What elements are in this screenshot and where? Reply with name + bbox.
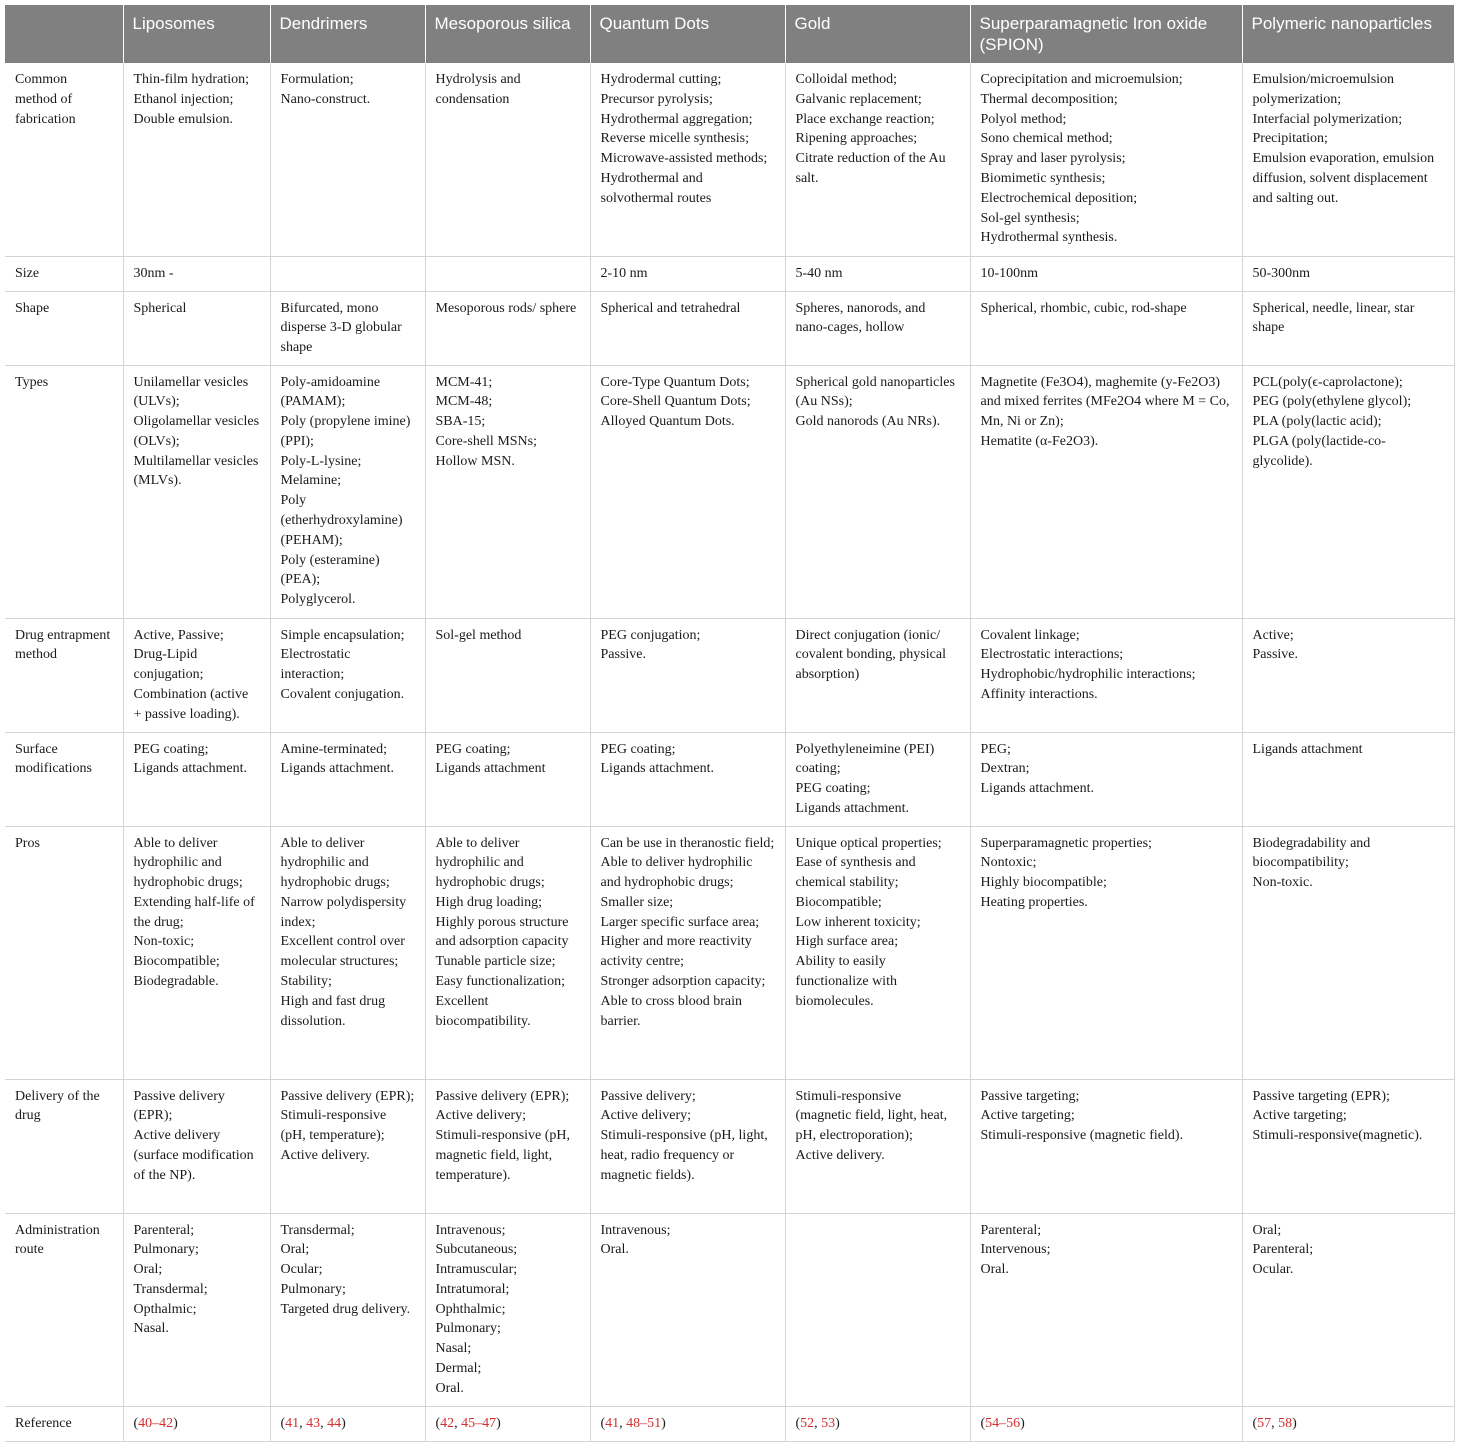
row-label-delivery-of-the-drug: Delivery of the drug: [5, 1079, 123, 1213]
cell-line: Higher and more reactivity activity centre;: [600, 934, 752, 970]
cell-line: Colloidal method;: [795, 72, 897, 87]
cell-line: High surface area;: [795, 934, 899, 950]
cell-line: Melamine;: [280, 473, 342, 489]
cell-line: Precipitation;: [1252, 131, 1328, 147]
cell-types-polymeric-nanoparticles: [1242, 365, 1454, 618]
cell-line: PEG conjugation;: [600, 627, 701, 643]
table-row: [5, 256, 1454, 291]
header-corner-cell: [5, 5, 123, 63]
cell-line: Spherical, rhombic, cubic, rod-shape: [980, 300, 1187, 316]
header-spion: Superparamagnetic Iron oxide (SPION): [970, 5, 1242, 63]
cell-line: 2-10 nm: [600, 265, 648, 281]
cell-line: Place exchange reaction;: [795, 111, 935, 127]
cell-line: Non-toxic;: [133, 934, 195, 950]
cell-delivery-of-the-drug-polymeric-nanoparticles: [1242, 1079, 1454, 1213]
cell-line: Alloyed Quantum Dots.: [600, 414, 735, 430]
cell-drug-entrapment-method-gold: [785, 618, 970, 732]
cell-line: Subcutaneous;: [435, 1242, 518, 1258]
cell-line: Transdermal;: [133, 1281, 208, 1297]
cell-common-method-of-fabrication-spion: [970, 63, 1242, 256]
cell-delivery-of-the-drug-quantum-dots: [590, 1079, 785, 1213]
cell-line: Spray and laser pyrolysis;: [980, 151, 1126, 167]
row-label-size: Size: [5, 256, 123, 291]
cell-line: Biodegradable.: [133, 974, 219, 990]
cell-drug-entrapment-method-quantum-dots: [590, 618, 785, 732]
cell-line: Core-Type Quantum Dots;: [600, 374, 750, 390]
cell-line: Spherical, needle, linear, star shape: [1252, 300, 1415, 336]
row-label-administration-route: Administration route: [5, 1213, 123, 1406]
cell-line: Simple encapsulation;: [280, 627, 405, 643]
cell-line: Active delivery;: [600, 1108, 692, 1124]
cell-surface-modifications-polymeric-nanoparticles: [1242, 732, 1454, 826]
cell-line: PEG coating;: [795, 781, 871, 797]
cell-line: Electrochemical deposition;: [980, 190, 1138, 206]
cell-line: Passive.: [1252, 647, 1298, 663]
cell-line: Poly (propylene imine) (PPI);: [280, 414, 411, 449]
header-liposomes: Liposomes: [123, 5, 270, 63]
cell-line: Poly (etherhydroxylamine) (PEHAM);: [280, 493, 403, 548]
cell-line: MCM-41;: [435, 374, 493, 390]
table-row: [5, 291, 1454, 365]
cell-drug-entrapment-method-liposomes: [123, 618, 270, 732]
cell-surface-modifications-spion: [970, 732, 1242, 826]
cell-line: Interfacial polymerization;: [1252, 111, 1403, 127]
cell-line: Precursor pyrolysis;: [600, 91, 713, 107]
cell-size-polymeric-nanoparticles: [1242, 256, 1454, 291]
cell-line: Spheres, nanorods, and nano-cages, hollow: [795, 300, 926, 336]
cell-line: Ophthalmic;: [435, 1301, 506, 1317]
cell-line: Passive delivery (EPR);: [133, 1088, 225, 1124]
cell-line: Passive targeting (EPR);: [1252, 1088, 1390, 1104]
cell-shape-liposomes: [123, 291, 270, 365]
comparison-table: [5, 5, 1455, 1442]
citation-link[interactable]: 40–42: [138, 1415, 174, 1431]
cell-line: Active delivery.: [280, 1147, 370, 1163]
table-row: [5, 732, 1454, 826]
cell-line: SBA-15;: [435, 414, 486, 430]
cell-common-method-of-fabrication-gold: [785, 63, 970, 256]
cell-line: Thermal decomposition;: [980, 91, 1118, 107]
cell-shape-spion: [970, 291, 1242, 365]
cell-line: Ocular.: [1252, 1262, 1294, 1278]
cell-line: Active delivery (surface modification of the NP).: [133, 1128, 254, 1183]
cell-line: Microwave-assisted methods;: [600, 151, 768, 167]
cell-line: Ability to easily functionalize with biomolecules.: [795, 954, 897, 1009]
cell-line: Coprecipitation and microemulsion;: [980, 72, 1183, 87]
cell-line: Pulmonary;: [133, 1242, 199, 1258]
cell-line: Active targeting;: [1252, 1108, 1347, 1124]
row-label-pros: Pros: [5, 826, 123, 1079]
cell-line: PCL(poly(ϵ-caprolactone);: [1252, 374, 1403, 390]
cell-line: Excellent biocompatibility.: [435, 993, 531, 1029]
cell-line: Emulsion/microemulsion polymerization;: [1252, 72, 1395, 107]
citation-link[interactable]: 45–47: [461, 1415, 497, 1431]
cell-types-gold: [785, 365, 970, 618]
cell-line: Unique optical properties;: [795, 835, 942, 851]
cell-line: Nasal.: [133, 1321, 169, 1337]
cell-line: Ligands attachment.: [600, 761, 715, 777]
cell-administration-route-mesoporous-silica: [425, 1213, 590, 1406]
header-polymeric-nanoparticles: Polymeric nanoparticles: [1242, 5, 1454, 63]
cell-surface-modifications-liposomes: [123, 732, 270, 826]
row-label-drug-entrapment-method: Drug entrapment method: [5, 618, 123, 732]
cell-shape-quantum-dots: [590, 291, 785, 365]
cell-shape-polymeric-nanoparticles: [1242, 291, 1454, 365]
cell-line: Able to cross blood brain barrier.: [600, 993, 743, 1029]
cell-line: Able to deliver hydrophilic and hydrophobic drugs;: [133, 835, 243, 891]
cell-shape-mesoporous-silica: [425, 291, 590, 365]
cell-line: Oral.: [435, 1380, 464, 1396]
cell-size-mesoporous-silica: [425, 256, 590, 291]
cell-line: Polyol method;: [980, 111, 1067, 127]
cell-line: Bifurcated, mono disperse 3-D globular shape: [280, 300, 402, 356]
table-row: [5, 63, 1454, 256]
cell-line: Highly porous structure and adsorption capacity: [435, 914, 569, 950]
cell-line: Citrate reduction of the Au salt.: [795, 151, 946, 186]
cell-line: Thin-film hydration;: [133, 72, 249, 87]
cell-types-liposomes: [123, 365, 270, 618]
row-label-types: Types: [5, 365, 123, 618]
cell-line: Nasal;: [435, 1341, 472, 1357]
cell-administration-route-polymeric-nanoparticles: [1242, 1213, 1454, 1406]
cell-pros-polymeric-nanoparticles: [1242, 826, 1454, 1079]
cell-line: Core-Shell Quantum Dots;: [600, 394, 751, 410]
cell-line: Covalent conjugation.: [280, 686, 405, 702]
cell-line: Biodegradability and biocompatibility;: [1252, 835, 1371, 871]
cell-line: Polyethyleneimine (PEI) coating;: [795, 741, 935, 777]
citation-link[interactable]: 54–56: [985, 1415, 1021, 1431]
cell-line: Spherical gold nanoparticles (Au NSs);: [795, 374, 955, 410]
cell-line: Intramuscular;: [435, 1262, 518, 1278]
cell-line: Oral.: [600, 1242, 629, 1258]
cell-line: Hydrodermal cutting;: [600, 72, 722, 87]
header-gold: Gold: [785, 5, 970, 63]
cell-line: Polyglycerol.: [280, 592, 356, 608]
table-row: [5, 1213, 1454, 1406]
row-label-common-method-of-fabrication: Common method of fabrication: [5, 63, 123, 256]
row-label-shape: Shape: [5, 291, 123, 365]
cell-line: Passive delivery;: [600, 1088, 696, 1104]
cell-shape-dendrimers: [270, 291, 425, 365]
cell-line: MCM-48;: [435, 394, 493, 410]
cell-line: Superparamagnetic properties;: [980, 835, 1152, 851]
cell-line: Intratumoral;: [435, 1281, 510, 1297]
cell-line: Drug-Lipid conjugation;: [133, 647, 204, 683]
cell-line: Electrostatic interaction;: [280, 647, 351, 683]
cell-size-spion: [970, 256, 1242, 291]
cell-size-gold: [785, 256, 970, 291]
cell-administration-route-gold: [785, 1213, 970, 1406]
cell-line: Hydrolysis and condensation: [435, 72, 521, 107]
cell-line: Easy functionalization;: [435, 974, 565, 990]
cell-line: Ligands attachment.: [280, 761, 395, 777]
cell-line: Double emulsion.: [133, 111, 234, 127]
cell-line: Active;: [1252, 627, 1294, 643]
cell-line: Pulmonary;: [435, 1321, 501, 1337]
cell-drug-entrapment-method-dendrimers: [270, 618, 425, 732]
cell-line: Sono chemical method;: [980, 131, 1113, 147]
cell-line: Hydrothermal and solvothermal routes: [600, 170, 712, 206]
table-header-row: [5, 5, 1454, 63]
cell-administration-route-quantum-dots: [590, 1213, 785, 1406]
cell-line: Parenteral;: [133, 1222, 195, 1238]
cell-line: Hydrophobic/hydrophilic interactions;: [980, 667, 1196, 683]
cell-drug-entrapment-method-spion: [970, 618, 1242, 732]
cell-line: Ease of synthesis and chemical stability;: [795, 855, 916, 891]
cell-line: Ligands attachment.: [133, 761, 248, 777]
cell-types-dendrimers: [270, 365, 425, 618]
cell-line: Opthalmic;: [133, 1301, 197, 1317]
citation-link[interactable]: 53: [821, 1415, 836, 1431]
cell-line: Spherical and tetrahedral: [600, 300, 741, 316]
cell-size-dendrimers: [270, 256, 425, 291]
cell-line: Affinity interactions.: [980, 686, 1098, 702]
citation-link[interactable]: 42: [440, 1415, 455, 1431]
row-label-surface-modifications: Surface modifications: [5, 732, 123, 826]
cell-types-spion: [970, 365, 1242, 618]
cell-line: Amine-terminated;: [280, 741, 388, 757]
table-row: [5, 1079, 1454, 1213]
cell-line: Ligands attachment: [435, 761, 546, 777]
cell-line: Core-shell MSNs;: [435, 433, 537, 449]
cell-line: Hydrothermal aggregation;: [600, 111, 753, 127]
cell-line: Unilamellar vesicles (ULVs);: [133, 374, 249, 410]
cell-line: Parenteral;: [1252, 1242, 1314, 1258]
cell-line: Nontoxic;: [980, 855, 1037, 871]
cell-line: Dextran;: [980, 761, 1030, 777]
cell-line: Galvanic replacement;: [795, 91, 922, 107]
cell-line: Intravenous;: [435, 1222, 506, 1238]
cell-line: Biocompatible;: [795, 894, 882, 910]
cell-line: 5-40 nm: [795, 265, 843, 281]
cell-line: Stimuli-responsive (magnetic field).: [980, 1128, 1184, 1144]
cell-line: Passive.: [600, 647, 646, 663]
reference-row: [5, 1406, 1454, 1441]
cell-line: Oral;: [1252, 1222, 1282, 1238]
cell-delivery-of-the-drug-mesoporous-silica: [425, 1079, 590, 1213]
cell-line: Able to deliver hydrophilic and hydrophobic drugs;: [435, 835, 545, 891]
cell-line: Ligands attachment.: [795, 800, 910, 816]
cell-size-liposomes: [123, 256, 270, 291]
cell-line: Highly biocompatible;: [980, 875, 1107, 891]
header-mesoporous-silica: Mesoporous silica: [425, 5, 590, 63]
cell-pros-dendrimers: [270, 826, 425, 1079]
citation-link[interactable]: 48–51: [626, 1415, 662, 1431]
cell-line: Biomimetic synthesis;: [980, 170, 1106, 186]
cell-line: Spherical: [133, 300, 187, 316]
cell-line: Ligands attachment.: [980, 781, 1095, 797]
cell-administration-route-liposomes: [123, 1213, 270, 1406]
cell-line: PEG (poly(ethylene glycol);: [1252, 394, 1412, 410]
cell-pros-quantum-dots: [590, 826, 785, 1079]
reference-cell-liposomes: (40–42): [123, 1406, 270, 1441]
cell-line: Reverse micelle synthesis;: [600, 131, 750, 147]
cell-line: Non-toxic.: [1252, 875, 1313, 891]
cell-line: Stimuli-responsive (magnetic field, light, heat, pH, electroporation);: [795, 1088, 948, 1144]
cell-line: Stronger adsorption capacity;: [600, 974, 766, 990]
cell-common-method-of-fabrication-dendrimers: [270, 63, 425, 256]
header-quantum-dots: Quantum Dots: [590, 5, 785, 63]
citation-link[interactable]: 43: [306, 1415, 321, 1431]
cell-line: Stimuli-responsive (pH, light, heat, radio frequency or magnetic fields).: [600, 1128, 768, 1183]
cell-common-method-of-fabrication-polymeric-nanoparticles: [1242, 63, 1454, 256]
cell-line: Larger specific surface area;: [600, 914, 760, 930]
cell-line: Sol-gel synthesis;: [980, 210, 1080, 226]
cell-administration-route-spion: [970, 1213, 1242, 1406]
cell-line: Covalent linkage;: [980, 627, 1080, 643]
table-row: [5, 618, 1454, 732]
cell-line: Combination (active + passive loading).: [133, 686, 249, 722]
cell-line: Active targeting;: [980, 1108, 1075, 1124]
cell-line: Oral;: [133, 1262, 163, 1278]
cell-administration-route-dendrimers: [270, 1213, 425, 1406]
cell-line: Tunable particle size;: [435, 954, 556, 970]
reference-cell-dendrimers: (41, 43, 44): [270, 1406, 425, 1441]
cell-line: Hollow MSN.: [435, 453, 515, 469]
cell-line: Smaller size;: [600, 894, 674, 910]
citation-link[interactable]: 57: [1257, 1415, 1272, 1431]
cell-line: Ripening approaches;: [795, 131, 918, 147]
cell-line: Pulmonary;: [280, 1281, 346, 1297]
cell-line: Narrow polydispersity index;: [280, 894, 407, 930]
cell-line: Poly-L-lysine;: [280, 453, 362, 469]
cell-delivery-of-the-drug-spion: [970, 1079, 1242, 1213]
cell-delivery-of-the-drug-dendrimers: [270, 1079, 425, 1213]
cell-line: Excellent control over molecular structures;: [280, 934, 405, 970]
cell-delivery-of-the-drug-gold: [785, 1079, 970, 1213]
citation-link[interactable]: 52: [800, 1415, 815, 1431]
cell-line: Ocular;: [280, 1262, 323, 1278]
cell-line: Low inherent toxicity;: [795, 914, 921, 930]
cell-line: Intervenous;: [980, 1242, 1051, 1258]
cell-line: PLA (poly(lactic acid);: [1252, 414, 1382, 430]
cell-line: PEG;: [980, 741, 1011, 757]
cell-line: Biocompatible;: [133, 954, 220, 970]
cell-line: Parenteral;: [980, 1222, 1042, 1238]
cell-surface-modifications-dendrimers: [270, 732, 425, 826]
cell-line: Heating properties.: [980, 894, 1088, 910]
cell-delivery-of-the-drug-liposomes: [123, 1079, 270, 1213]
citation-link[interactable]: 58: [1278, 1415, 1293, 1431]
cell-line: Nano-construct.: [280, 91, 371, 107]
cell-line: PLGA (poly(lactide-co-glycolide).: [1252, 433, 1386, 469]
cell-line: Ligands attachment: [1252, 741, 1363, 757]
cell-line: 10-100nm: [980, 265, 1039, 281]
cell-line: Passive delivery (EPR);: [435, 1088, 570, 1104]
cell-line: Mesoporous rods/ sphere: [435, 300, 577, 316]
citation-link[interactable]: 41: [285, 1415, 300, 1431]
cell-line: Targeted drug delivery.: [280, 1301, 411, 1317]
cell-line: Stability;: [280, 974, 332, 990]
cell-line: High drug loading;: [435, 894, 543, 910]
cell-line: Oligolamellar vesicles (OLVs);: [133, 414, 260, 449]
cell-line: Sol-gel method: [435, 627, 522, 643]
reference-cell-gold: (52, 53): [785, 1406, 970, 1441]
cell-line: Ethanol injection;: [133, 91, 234, 107]
header-dendrimers: Dendrimers: [270, 5, 425, 63]
row-label-reference: Reference: [5, 1406, 123, 1441]
cell-line: PEG coating;: [600, 741, 676, 757]
citation-link[interactable]: 41: [605, 1415, 620, 1431]
cell-line: Stimuli-responsive(magnetic).: [1252, 1128, 1423, 1144]
cell-size-quantum-dots: [590, 256, 785, 291]
cell-types-quantum-dots: [590, 365, 785, 618]
cell-line: Oral.: [980, 1262, 1009, 1278]
cell-line: PEG coating;: [435, 741, 511, 757]
cell-common-method-of-fabrication-mesoporous-silica: [425, 63, 590, 256]
cell-line: High and fast drug dissolution.: [280, 993, 386, 1029]
cell-types-mesoporous-silica: [425, 365, 590, 618]
cell-surface-modifications-quantum-dots: [590, 732, 785, 826]
cell-line: Can be use in theranostic field;: [600, 835, 775, 851]
table-row: [5, 826, 1454, 1079]
cell-line: Multilamellar vesicles (MLVs).: [133, 453, 259, 489]
cell-line: Emulsion evaporation, emulsion diffusion, solvent displacement and salting out.: [1252, 151, 1435, 206]
cell-line: Active delivery.: [795, 1147, 885, 1163]
cell-line: Stimuli-responsive (pH, temperature);: [280, 1108, 387, 1144]
cell-line: Stimuli-responsive (pH, magnetic field, light, temperature).: [435, 1128, 571, 1183]
cell-line: Active delivery;: [435, 1108, 527, 1124]
cell-line: PEG coating;: [133, 741, 209, 757]
cell-line: Active, Passive;: [133, 627, 224, 643]
cell-line: Electrostatic interactions;: [980, 647, 1124, 663]
cell-line: Gold nanorods (Au NRs).: [795, 414, 941, 430]
cell-drug-entrapment-method-mesoporous-silica: [425, 618, 590, 732]
cell-pros-liposomes: [123, 826, 270, 1079]
cell-line: Passive delivery (EPR);: [280, 1088, 415, 1104]
cell-line: Poly (esteramine) (PEA);: [280, 552, 380, 588]
cell-common-method-of-fabrication-liposomes: [123, 63, 270, 256]
cell-line: Able to deliver hydrophilic and hydrophobic drugs;: [600, 855, 753, 891]
cell-line: Transdermal;: [280, 1222, 355, 1238]
cell-line: 30nm -: [133, 265, 174, 281]
citation-link[interactable]: 44: [327, 1415, 342, 1431]
cell-line: Formulation;: [280, 72, 354, 87]
cell-line: Intravenous;: [600, 1222, 671, 1238]
cell-line: 50-300nm: [1252, 265, 1311, 281]
cell-line: Passive targeting;: [980, 1088, 1080, 1104]
cell-pros-spion: [970, 826, 1242, 1079]
cell-common-method-of-fabrication-quantum-dots: [590, 63, 785, 256]
cell-surface-modifications-gold: [785, 732, 970, 826]
cell-line: Poly-amidoamine (PAMAM);: [280, 374, 381, 410]
cell-line: Oral;: [280, 1242, 310, 1258]
cell-line: Hematite (α-Fe2O3).: [980, 433, 1099, 449]
cell-shape-gold: [785, 291, 970, 365]
cell-line: Magnetite (Fe3O4), maghemite (y-Fe2O3) and mixed ferrites (MFe2O4 where M = Co, Mn, Ni or Zn);: [980, 374, 1230, 430]
cell-surface-modifications-mesoporous-silica: [425, 732, 590, 826]
cell-line: Hydrothermal synthesis.: [980, 230, 1118, 246]
reference-cell-spion: (54–56): [970, 1406, 1242, 1441]
cell-line: Extending half-life of the drug;: [133, 894, 255, 930]
cell-line: Direct conjugation (ionic/ covalent bonding, physical absorption): [795, 627, 946, 683]
cell-drug-entrapment-method-polymeric-nanoparticles: [1242, 618, 1454, 732]
cell-line: Dermal;: [435, 1361, 482, 1377]
reference-cell-polymeric-nanoparticles: (57, 58): [1242, 1406, 1454, 1441]
reference-cell-mesoporous-silica: (42, 45–47): [425, 1406, 590, 1441]
cell-line: Able to deliver hydrophilic and hydrophobic drugs;: [280, 835, 390, 891]
cell-pros-mesoporous-silica: [425, 826, 590, 1079]
cell-pros-gold: [785, 826, 970, 1079]
table-row: [5, 365, 1454, 618]
reference-cell-quantum-dots: (41, 48–51): [590, 1406, 785, 1441]
